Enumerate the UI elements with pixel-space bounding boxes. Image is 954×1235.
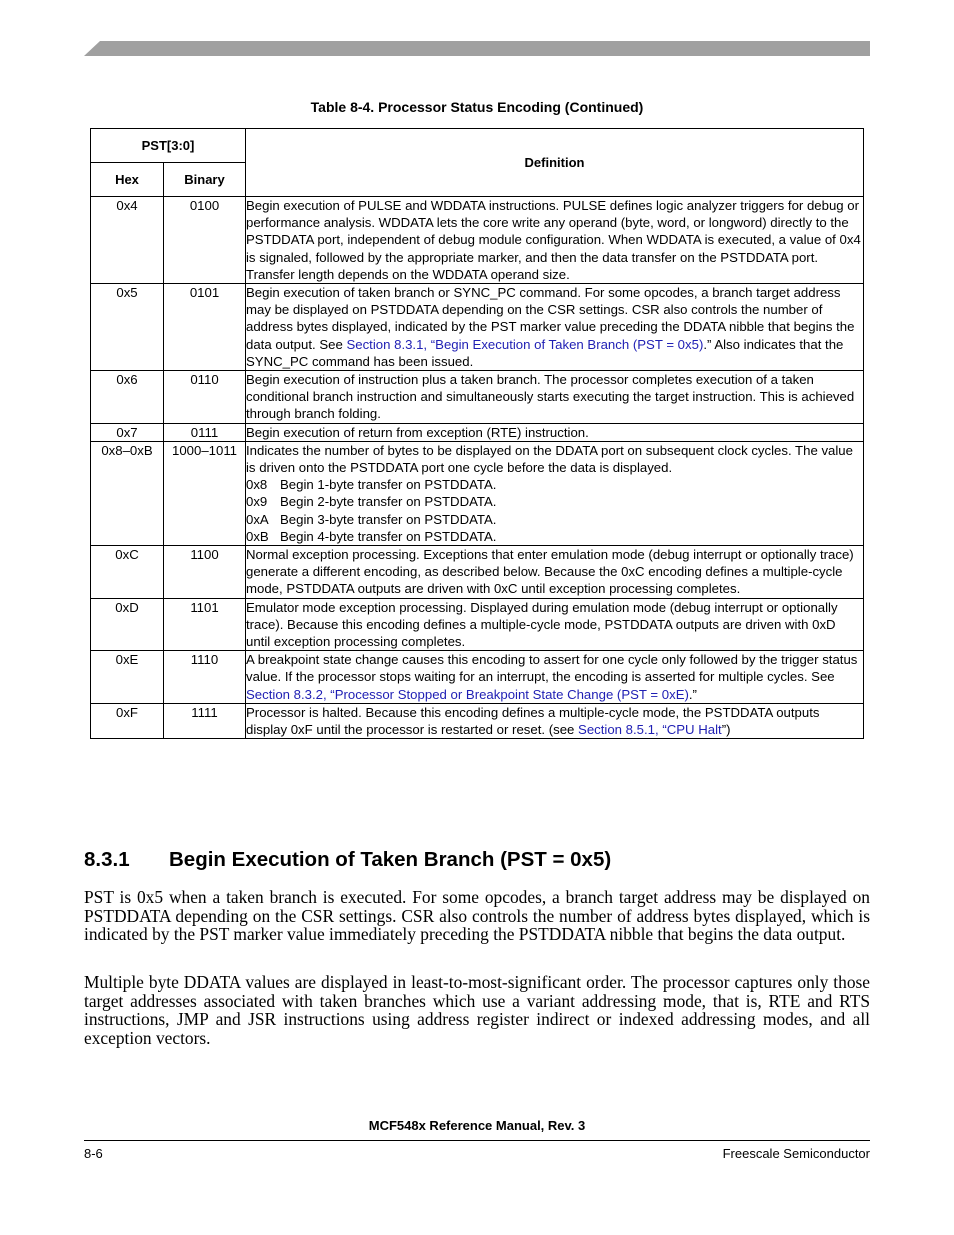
binary-cell: 1111 (164, 703, 246, 738)
header-bar (84, 41, 870, 56)
hex-cell: 0xE (91, 651, 164, 704)
definition-cell (246, 441, 864, 545)
definition-cell: Normal exception processing. Exceptions that enter emulation mode (debug interrupt or optionally trace) generate a different encoding, as described below. Because the 0xC encoding defines a multiple-cycle mode, PSTDDATA outputs are driven with 0xC until exception processing completes. (246, 546, 864, 599)
sub-item (246, 476, 863, 493)
body-paragraph: PST is 0x5 when a taken branch is executed. For some opcodes, a branch target address may be displayed on PSTDDATA depending on the CSR settings. CSR also controls the number of address bytes displayed, which is indicated by the PST marker value immediately preceding the PSTDDATA nibble that begins the data output. (84, 887, 870, 945)
binary-cell: 0101 (164, 284, 246, 371)
table-row (91, 598, 864, 651)
definition-text: Processor is halted. Because this encoding defines a multiple-cycle mode, the PSTDDATA outputs display 0xF until the processor is restarted or reset. (see (246, 704, 820, 738)
section-number: 8.3.1 (84, 848, 130, 871)
definition-text: .” (688, 686, 697, 702)
definition-header: Definition (246, 129, 864, 197)
definition-text: ”) (721, 722, 731, 738)
sub-desc: Begin 2-byte transfer on PSTDDATA. (280, 494, 497, 510)
table-row (91, 546, 864, 599)
hex-cell: 0x7 (91, 423, 164, 441)
hex-cell: 0xC (91, 546, 164, 599)
binary-cell: 1100 (164, 546, 246, 599)
definition-cell (246, 651, 864, 704)
page-number: 8-6 (84, 1146, 103, 1161)
definition-cell: Begin execution of instruction plus a taken branch. The processor completes execution of a taken conditional branch instruction and simultaneously starts executing the target instruction. This is achieved through branch folding. (246, 371, 864, 424)
sub-code: 0x9 (246, 494, 268, 510)
sub-desc: Begin 4-byte transfer on PSTDDATA. (280, 528, 497, 544)
binary-header: Binary (164, 163, 246, 197)
hex-header: Hex (91, 163, 164, 197)
section-title: Begin Execution of Taken Branch (PST = 0x5) (169, 848, 612, 871)
table-caption: Table 8-4. Processor Status Encoding (Continued) (310, 99, 644, 115)
body-paragraph: Multiple byte DDATA values are displayed in least-to-most-significant order. The processor captures only those target addresses associated with taken branches which use a variant addressing mode, that is, RTE and RTS instructions, JMP and JSR instructions using address register indirect or indexed addressing modes, and all exception vectors. (84, 972, 870, 1049)
sub-item (246, 511, 863, 528)
binary-cell: 0110 (164, 371, 246, 424)
definition-cell: Emulator mode exception processing. Displayed during emulation mode (debug interrupt or optionally trace). Because this encoding defines a multiple-cycle mode, PSTDDATA outputs are driven with 0xD until exception processing completes. (246, 598, 864, 651)
sub-code: 0xB (246, 528, 269, 544)
table-row (91, 651, 864, 704)
definition-text: Begin execution of taken branch or SYNC_PC command. For some opcodes, a branch target address may be displayed on PSTDDATA depending on the CSR settings. CSR also controls the number of address bytes displayed, indicated by the PST marker value preceding the DDATA nibble that begins the data output. See (246, 285, 855, 352)
sub-code: 0x8 (246, 477, 268, 493)
hex-cell: 0x6 (91, 371, 164, 424)
processor-status-table (90, 128, 864, 739)
footer-divider (84, 1140, 870, 1141)
sub-desc: Begin 1-byte transfer on PSTDDATA. (280, 477, 497, 493)
definition-cell: Begin execution of return from exception (RTE) instruction. (246, 423, 864, 441)
definition-cell (246, 703, 864, 738)
definition-cell (246, 284, 864, 371)
binary-cell: 1101 (164, 598, 246, 651)
definition-text: .” Also indicates that the SYNC_PC command has been issued. (246, 336, 844, 369)
section-link[interactable]: Section 8.3.1, “Begin Execution of Taken Branch (PST = 0x5) (346, 336, 704, 352)
table-row (91, 703, 864, 738)
hex-cell: 0xF (91, 703, 164, 738)
binary-cell: 1000–1011 (164, 441, 246, 545)
section-heading (84, 848, 870, 872)
hex-cell: 0x5 (91, 284, 164, 371)
table-row (91, 197, 864, 284)
sub-code: 0xA (246, 511, 269, 527)
hex-cell: 0x8–0xB (91, 441, 164, 545)
sub-item (246, 493, 863, 510)
binary-cell: 0100 (164, 197, 246, 284)
table-row (91, 423, 864, 441)
definition-text: Indicates the number of bytes to be displayed on the DDATA port on subsequent clock cycles. The value is driven onto the PSTDDATA port one cycle before the data is displayed. (246, 442, 853, 476)
section-link[interactable]: Section 8.5.1, “CPU Halt (578, 722, 722, 738)
definition-text: A breakpoint state change causes this encoding to assert for one cycle only followed by the trigger status value. If the processor stops waiting for an interrupt, the encoding is asserted for multiple cycles. See (246, 652, 858, 685)
sub-desc: Begin 3-byte transfer on PSTDDATA. (280, 511, 497, 527)
hex-cell: 0xD (91, 598, 164, 651)
pst-header: PST[3:0] (91, 129, 246, 163)
section-link[interactable]: Section 8.3.2, “Processor Stopped or Breakpoint State Change (PST = 0xE) (246, 686, 689, 702)
definition-cell: Begin execution of PULSE and WDDATA instructions. PULSE defines logic analyzer triggers for debug or performance analysis. WDDATA lets the core write any operand (byte, word, or longword) directly to the PSTDDATA port, independent of debug module configuration. When WDDATA is executed, a value of 0x4 is signaled, followed by the appropriate marker, and then the data transfer on the PSTDDATA port. Transfer length depends on the WDDATA operand size. (246, 197, 864, 284)
sub-item (246, 528, 863, 545)
hex-cell: 0x4 (91, 197, 164, 284)
table-row (91, 441, 864, 545)
binary-cell: 1110 (164, 651, 246, 704)
table-row (91, 371, 864, 424)
footer-company: Freescale Semiconductor (722, 1146, 870, 1161)
footer-title: MCF548x Reference Manual, Rev. 3 (368, 1118, 586, 1133)
binary-cell: 0111 (164, 423, 246, 441)
table-row (91, 284, 864, 371)
